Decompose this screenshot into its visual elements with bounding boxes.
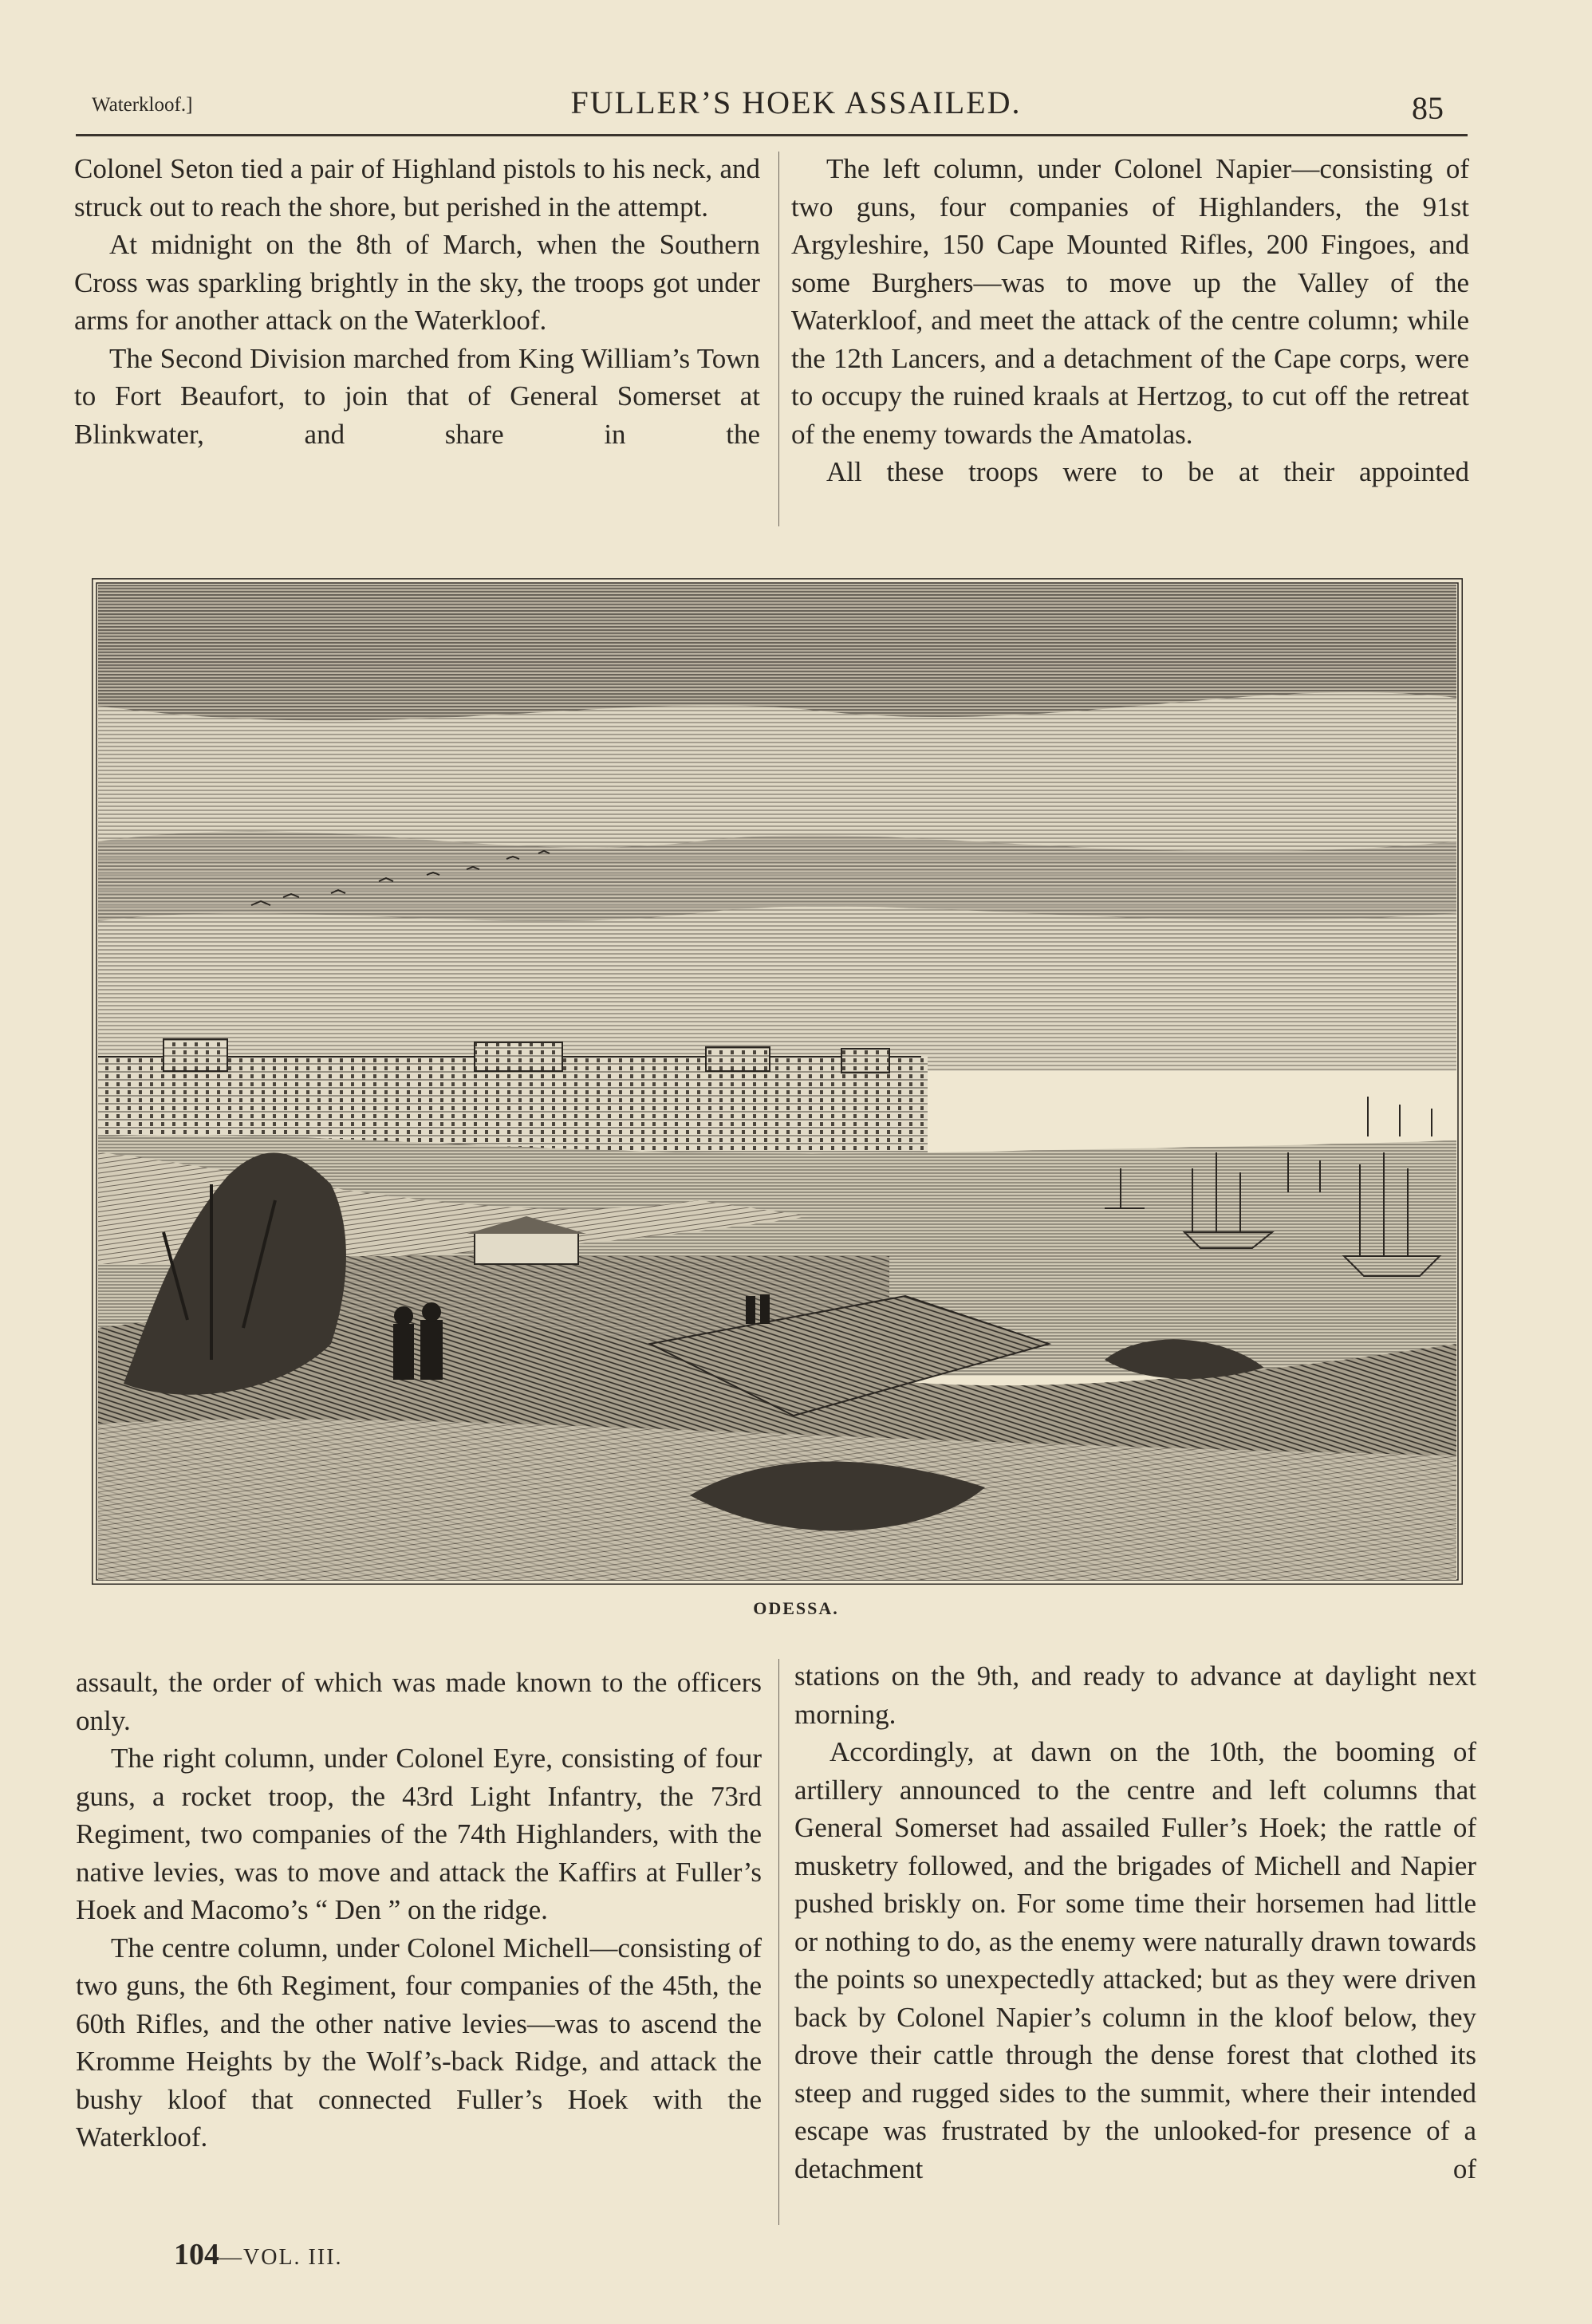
header-rule xyxy=(76,134,1468,136)
bottom-right-column xyxy=(794,1657,1476,2188)
column-divider xyxy=(778,1659,779,2225)
paragraph: At midnight on the 8th of March, when the Southern Cross was sparkling brightly in the sky, the troops got under arms for another attack on the Waterkloof. xyxy=(74,229,760,336)
page-number: 85 xyxy=(1412,90,1444,126)
bottom-left-column xyxy=(76,1664,762,2157)
signature-number: 104 xyxy=(174,2238,219,2271)
odessa-engraving xyxy=(92,578,1463,1585)
top-right-column xyxy=(791,150,1469,491)
paragraph: All these troops were to be at their appointed xyxy=(826,456,1469,487)
paragraph: The right column, under Colonel Eyre, consisting of four guns, a rocket troop, the 43rd Light Infantry, the 73rd Regiment, two companies of the 74th Highlanders, with the native levies, was to move and attack the Kaffirs at Fuller’s Hoek and Macomo’s “ Den ” on the ridge. xyxy=(76,1743,762,1925)
paragraph: The left column, under Colonel Napier—consisting of two guns, four companies of Highlanders, the 91st Argyleshire, 150 Cape Mounted Rifles, 200 Fingoes, and some Burghers—was to move up the Valley of the Waterkloof, and meet the attack of the centre column; while the 12th Lancers, and a detachment of the Cape corps, were to occupy the ruined kraals at Hertzog, to cut off the retreat of the enemy towards the Amatolas. xyxy=(791,153,1469,450)
top-left-column xyxy=(74,150,760,453)
column-divider xyxy=(778,152,779,526)
paragraph: Colonel Seton tied a pair of Highland pistols to his neck, and struck out to reach the shore, but perished in the attempt. xyxy=(74,153,760,223)
page-title: FULLER’S HOEK ASSAILED. xyxy=(570,85,1022,120)
paragraph: assault, the order of which was made known to the officers only. xyxy=(76,1667,762,1736)
paragraph: stations on the 9th, and ready to advance at daylight next morning. xyxy=(794,1660,1476,1730)
paragraph: The Second Division marched from King William’s Town to Fort Beaufort, to join that of General Somerset at Blinkwater, and share in the xyxy=(74,342,760,450)
paragraph: Accordingly, at dawn on the 10th, the booming of artillery announced to the centre and left columns that General Somerset had assailed Fuller’s Hoek; the rattle of musketry followed, and the brigades of Michell and Napier pushed briskly on. For some time their horsemen had little or nothing to do, as the enemy were naturally drawn towards the points so unexpectedly attacked; but as they were driven back by Colonel Napier’s column in the kloof below, they drove their cattle through the dense forest that clothed its steep and rugged sides to the summit, where their intended escape was frustrated by the unlooked-for presence of a detachment of xyxy=(794,1736,1476,2184)
volume-signature xyxy=(174,2237,343,2272)
header-section: Waterkloof.] xyxy=(92,94,193,116)
figure-caption: ODESSA. xyxy=(753,1598,839,1618)
signature-volume: —VOL. III. xyxy=(219,2245,343,2270)
paragraph: The centre column, under Colonel Michell—consisting of two guns, the 6th Regiment, four companies of the 45th, the 60th Rifles, and the other native levies—was to ascend the Kromme Heights by the Wolf’s-back Ridge, and attack the bushy kloof that connected Fuller’s Hoek with the Waterkloof. xyxy=(76,1932,762,2153)
